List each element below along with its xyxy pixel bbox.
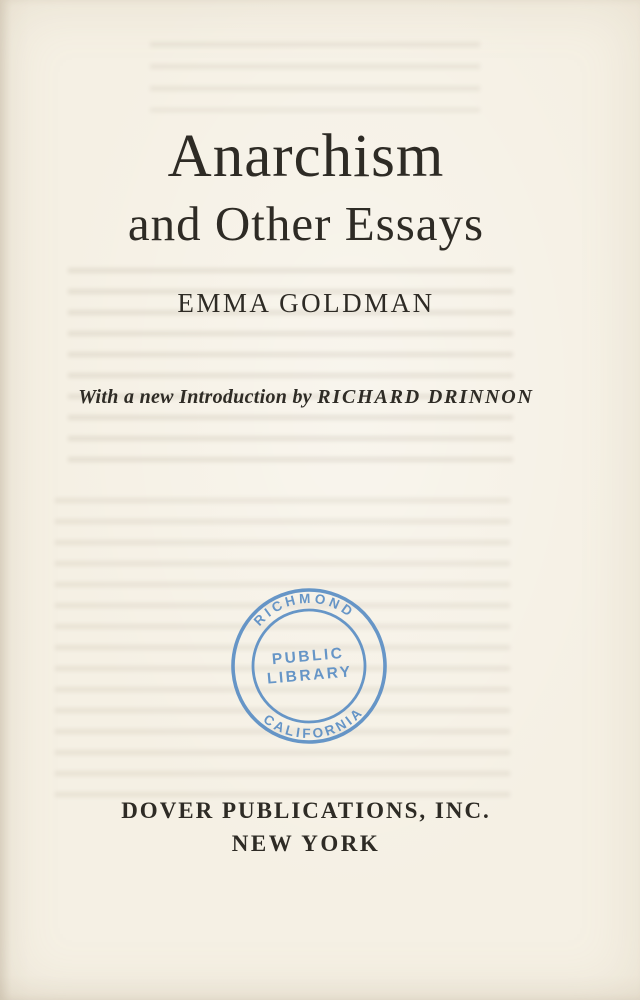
book-title-line-1: Anarchism bbox=[167, 123, 445, 190]
introduction-credit bbox=[14, 385, 598, 409]
stamp-center-line-1: PUBLIC bbox=[271, 644, 346, 669]
introduction-credit-prefix: With a new Introduction by bbox=[78, 386, 312, 408]
introduction-author: RICHARD DRINNON bbox=[317, 386, 534, 408]
publisher-name: DOVER PUBLICATIONS, INC. bbox=[121, 798, 491, 823]
reverse-page-show-through bbox=[150, 42, 480, 112]
publisher-city: NEW YORK bbox=[231, 831, 381, 856]
svg-text:CALIFORNIA bbox=[260, 703, 369, 746]
stamp-state-text: CALIFORNIA bbox=[260, 703, 367, 742]
stamp-city-text: RICHMOND bbox=[250, 590, 358, 629]
author-name: EMMA GOLDMAN bbox=[177, 288, 435, 318]
library-stamp bbox=[221, 578, 397, 754]
stamp-center-line-2: LIBRARY bbox=[266, 663, 354, 688]
book-title-line-2: and Other Essays bbox=[127, 196, 485, 251]
stamp-outer-ring bbox=[227, 584, 392, 749]
svg-text:RICHMOND bbox=[249, 586, 359, 629]
